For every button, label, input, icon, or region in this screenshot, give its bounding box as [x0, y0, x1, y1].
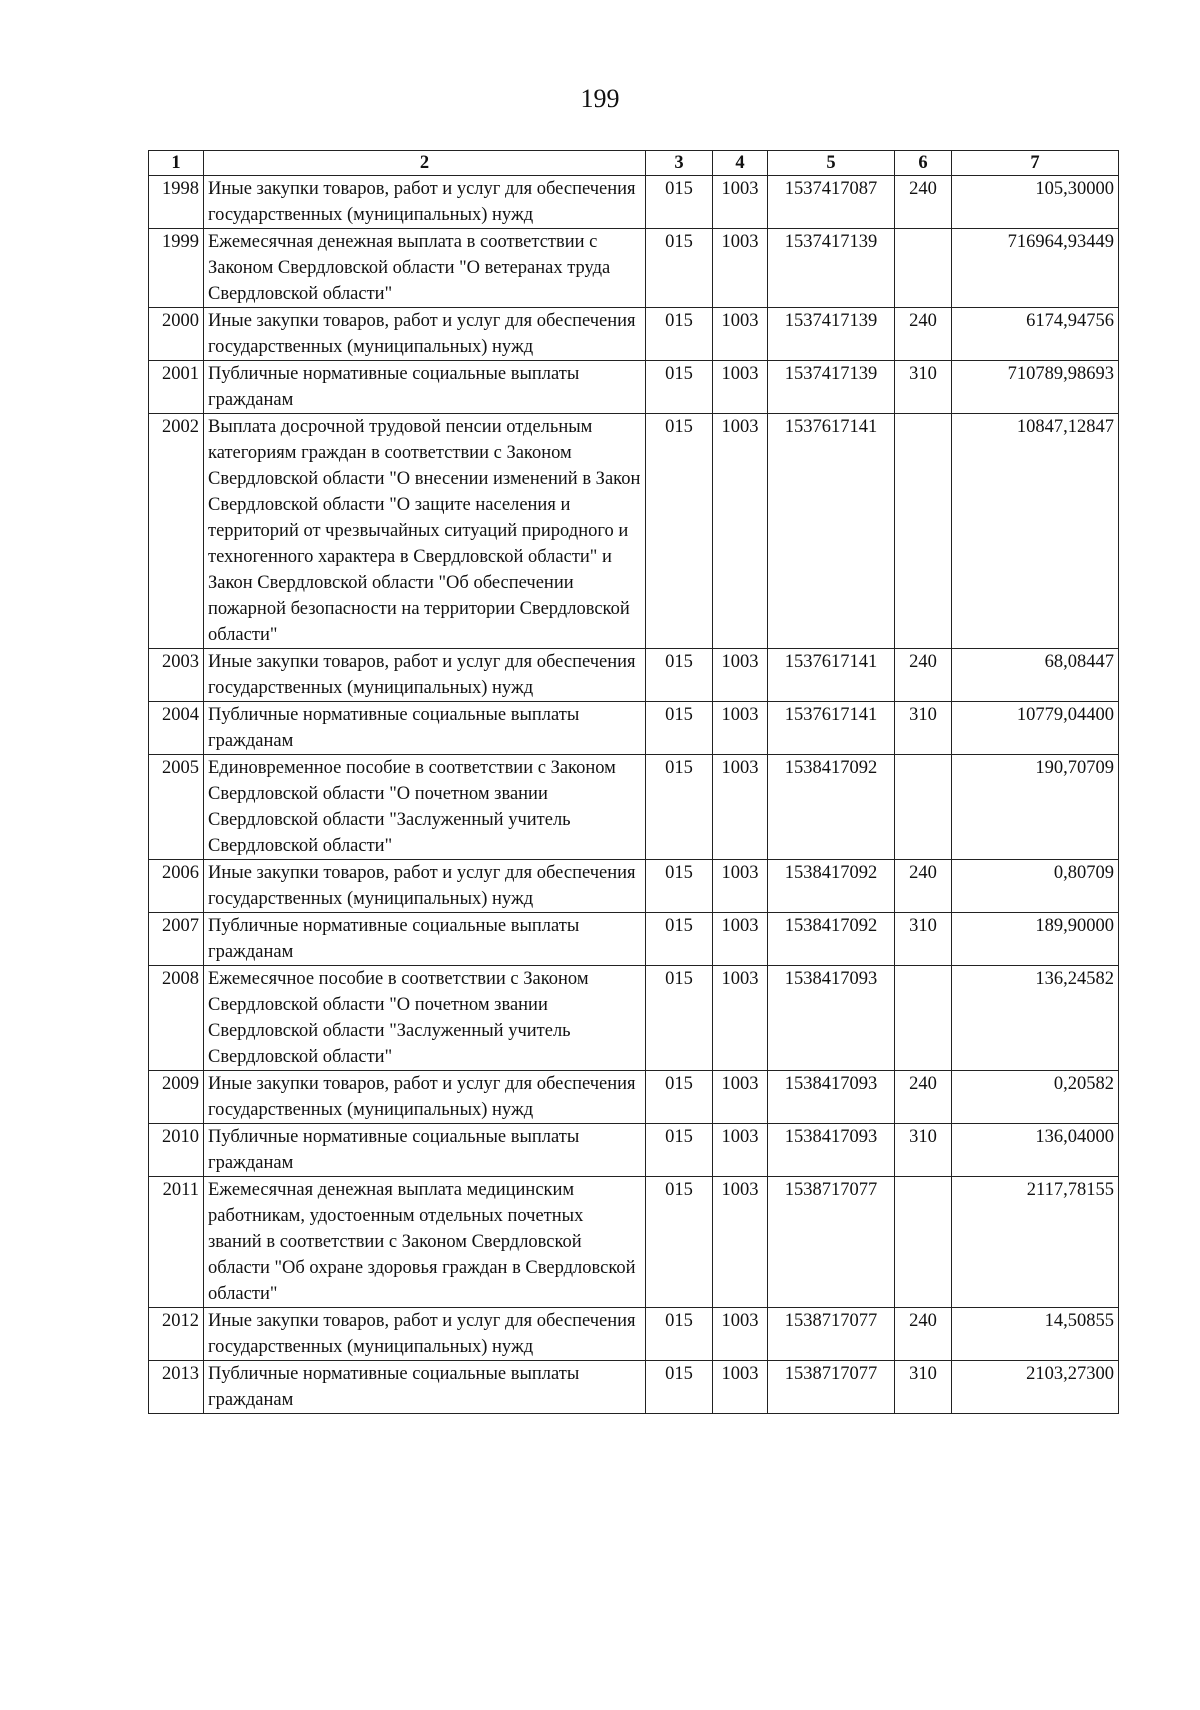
row-section-code: 1003: [713, 229, 768, 308]
row-expense-type: [895, 755, 952, 860]
row-expense-type: [895, 1177, 952, 1308]
row-name: Иные закупки товаров, работ и услуг для обеспечения государственных (муниципальных) нужд: [204, 1308, 646, 1361]
row-ministry-code: 015: [646, 414, 713, 649]
table-row: [149, 1124, 1119, 1177]
table-row: [149, 1071, 1119, 1124]
header-col-2: 2: [204, 151, 646, 176]
table-row: [149, 860, 1119, 913]
row-amount: 0,80709: [952, 860, 1119, 913]
row-expense-type: 240: [895, 308, 952, 361]
table-row: [149, 361, 1119, 414]
row-section-code: 1003: [713, 1308, 768, 1361]
table-row: [149, 966, 1119, 1071]
header-col-3: 3: [646, 151, 713, 176]
row-section-code: 1003: [713, 649, 768, 702]
row-expense-type: [895, 229, 952, 308]
row-target-code: 1538717077: [768, 1361, 895, 1414]
row-section-code: 1003: [713, 414, 768, 649]
row-number: 2004: [149, 702, 204, 755]
row-number: 1998: [149, 176, 204, 229]
row-number: 2008: [149, 966, 204, 1071]
row-ministry-code: 015: [646, 860, 713, 913]
row-section-code: 1003: [713, 1124, 768, 1177]
row-expense-type: 310: [895, 913, 952, 966]
row-name: Иные закупки товаров, работ и услуг для обеспечения государственных (муниципальных) нужд: [204, 308, 646, 361]
row-number: 2000: [149, 308, 204, 361]
row-amount: 105,30000: [952, 176, 1119, 229]
row-amount: 10779,04400: [952, 702, 1119, 755]
row-number: 2009: [149, 1071, 204, 1124]
row-expense-type: 240: [895, 649, 952, 702]
row-ministry-code: 015: [646, 229, 713, 308]
table-row: [149, 702, 1119, 755]
row-ministry-code: 015: [646, 308, 713, 361]
row-target-code: 1538417092: [768, 860, 895, 913]
row-amount: 710789,98693: [952, 361, 1119, 414]
row-target-code: 1538417093: [768, 966, 895, 1071]
row-target-code: 1538417092: [768, 913, 895, 966]
row-expense-type: [895, 966, 952, 1071]
row-target-code: 1537617141: [768, 414, 895, 649]
row-section-code: 1003: [713, 1177, 768, 1308]
row-name: Единовременное пособие в соответствии с Законом Свердловской области "О почетном звании Свердловской области "Заслуженный учитель Свердловской области": [204, 755, 646, 860]
row-amount: 136,04000: [952, 1124, 1119, 1177]
table-row: [149, 649, 1119, 702]
header-col-1: 1: [149, 151, 204, 176]
row-section-code: 1003: [713, 361, 768, 414]
row-ministry-code: 015: [646, 176, 713, 229]
table-row: [149, 308, 1119, 361]
row-section-code: 1003: [713, 1071, 768, 1124]
row-name: Выплата досрочной трудовой пенсии отдельным категориям граждан в соответствии с Законом Свердловской области "О внесении изменений в Закон Свердловской области "О защите населения и территорий от чрезвычайных ситуаций природного и техногенного характера в Свердловской области" и Закон Свердловской области "Об обеспечении пожарной безопасности на территории Свердловской области": [204, 414, 646, 649]
row-number: 2005: [149, 755, 204, 860]
row-expense-type: 240: [895, 1071, 952, 1124]
row-name: Публичные нормативные социальные выплаты гражданам: [204, 1361, 646, 1414]
row-name: Ежемесячное пособие в соответствии с Законом Свердловской области "О почетном звании Свердловской области "Заслуженный учитель Свердловской области": [204, 966, 646, 1071]
header-col-7: 7: [952, 151, 1119, 176]
row-section-code: 1003: [713, 176, 768, 229]
row-ministry-code: 015: [646, 649, 713, 702]
row-target-code: 1537617141: [768, 649, 895, 702]
row-expense-type: 240: [895, 1308, 952, 1361]
table-row: [149, 1361, 1119, 1414]
header-col-4: 4: [713, 151, 768, 176]
row-target-code: 1538717077: [768, 1308, 895, 1361]
row-number: 2002: [149, 414, 204, 649]
table-row: [149, 1177, 1119, 1308]
row-expense-type: 310: [895, 361, 952, 414]
row-ministry-code: 015: [646, 1124, 713, 1177]
row-number: 2003: [149, 649, 204, 702]
row-number: 2006: [149, 860, 204, 913]
row-amount: 716964,93449: [952, 229, 1119, 308]
row-target-code: 1537417139: [768, 308, 895, 361]
row-name: Публичные нормативные социальные выплаты гражданам: [204, 1124, 646, 1177]
row-ministry-code: 015: [646, 1361, 713, 1414]
row-target-code: 1537417139: [768, 229, 895, 308]
row-ministry-code: 015: [646, 1308, 713, 1361]
row-section-code: 1003: [713, 755, 768, 860]
row-ministry-code: 015: [646, 966, 713, 1071]
row-amount: 189,90000: [952, 913, 1119, 966]
row-expense-type: 240: [895, 860, 952, 913]
row-target-code: 1538417093: [768, 1124, 895, 1177]
row-target-code: 1537417139: [768, 361, 895, 414]
row-name: Публичные нормативные социальные выплаты гражданам: [204, 361, 646, 414]
table-body: [149, 176, 1119, 1414]
row-expense-type: 240: [895, 176, 952, 229]
row-name: Иные закупки товаров, работ и услуг для обеспечения государственных (муниципальных) нужд: [204, 176, 646, 229]
page-number: 199: [580, 84, 620, 113]
row-ministry-code: 015: [646, 913, 713, 966]
row-name: Публичные нормативные социальные выплаты гражданам: [204, 913, 646, 966]
header-col-5: 5: [768, 151, 895, 176]
row-number: 2011: [149, 1177, 204, 1308]
row-ministry-code: 015: [646, 1177, 713, 1308]
row-section-code: 1003: [713, 913, 768, 966]
header-col-6: 6: [895, 151, 952, 176]
row-expense-type: 310: [895, 702, 952, 755]
table-row: [149, 414, 1119, 649]
row-ministry-code: 015: [646, 755, 713, 860]
row-expense-type: [895, 414, 952, 649]
row-name: Публичные нормативные социальные выплаты гражданам: [204, 702, 646, 755]
row-number: 2001: [149, 361, 204, 414]
row-name: Иные закупки товаров, работ и услуг для обеспечения государственных (муниципальных) нужд: [204, 1071, 646, 1124]
row-amount: 6174,94756: [952, 308, 1119, 361]
row-target-code: 1537417087: [768, 176, 895, 229]
row-target-code: 1538417093: [768, 1071, 895, 1124]
header-row: [149, 151, 1119, 176]
row-section-code: 1003: [713, 966, 768, 1071]
row-expense-type: 310: [895, 1361, 952, 1414]
row-section-code: 1003: [713, 1361, 768, 1414]
table-row: [149, 176, 1119, 229]
row-section-code: 1003: [713, 860, 768, 913]
row-target-code: 1538717077: [768, 1177, 895, 1308]
row-amount: 68,08447: [952, 649, 1119, 702]
row-number: 2012: [149, 1308, 204, 1361]
row-amount: 190,70709: [952, 755, 1119, 860]
table-row: [149, 1308, 1119, 1361]
row-target-code: 1538417092: [768, 755, 895, 860]
row-number: 2007: [149, 913, 204, 966]
row-number: 1999: [149, 229, 204, 308]
row-amount: 0,20582: [952, 1071, 1119, 1124]
row-amount: 2117,78155: [952, 1177, 1119, 1308]
budget-table: [148, 150, 1119, 1414]
row-section-code: 1003: [713, 308, 768, 361]
row-number: 2013: [149, 1361, 204, 1414]
row-ministry-code: 015: [646, 702, 713, 755]
table-row: [149, 913, 1119, 966]
row-ministry-code: 015: [646, 1071, 713, 1124]
row-amount: 2103,27300: [952, 1361, 1119, 1414]
row-amount: 136,24582: [952, 966, 1119, 1071]
row-target-code: 1537617141: [768, 702, 895, 755]
row-amount: 14,50855: [952, 1308, 1119, 1361]
row-section-code: 1003: [713, 702, 768, 755]
table-row: [149, 755, 1119, 860]
row-ministry-code: 015: [646, 361, 713, 414]
row-amount: 10847,12847: [952, 414, 1119, 649]
row-name: Иные закупки товаров, работ и услуг для обеспечения государственных (муниципальных) нужд: [204, 649, 646, 702]
row-name: Ежемесячная денежная выплата медицинским работникам, удостоенным отдельных почетных званий в соответствии с Законом Свердловской области "Об охране здоровья граждан в Свердловской области": [204, 1177, 646, 1308]
table-row: [149, 229, 1119, 308]
row-number: 2010: [149, 1124, 204, 1177]
row-expense-type: 310: [895, 1124, 952, 1177]
row-name: Ежемесячная денежная выплата в соответствии с Законом Свердловской области "О ветеранах труда Свердловской области": [204, 229, 646, 308]
row-name: Иные закупки товаров, работ и услуг для обеспечения государственных (муниципальных) нужд: [204, 860, 646, 913]
